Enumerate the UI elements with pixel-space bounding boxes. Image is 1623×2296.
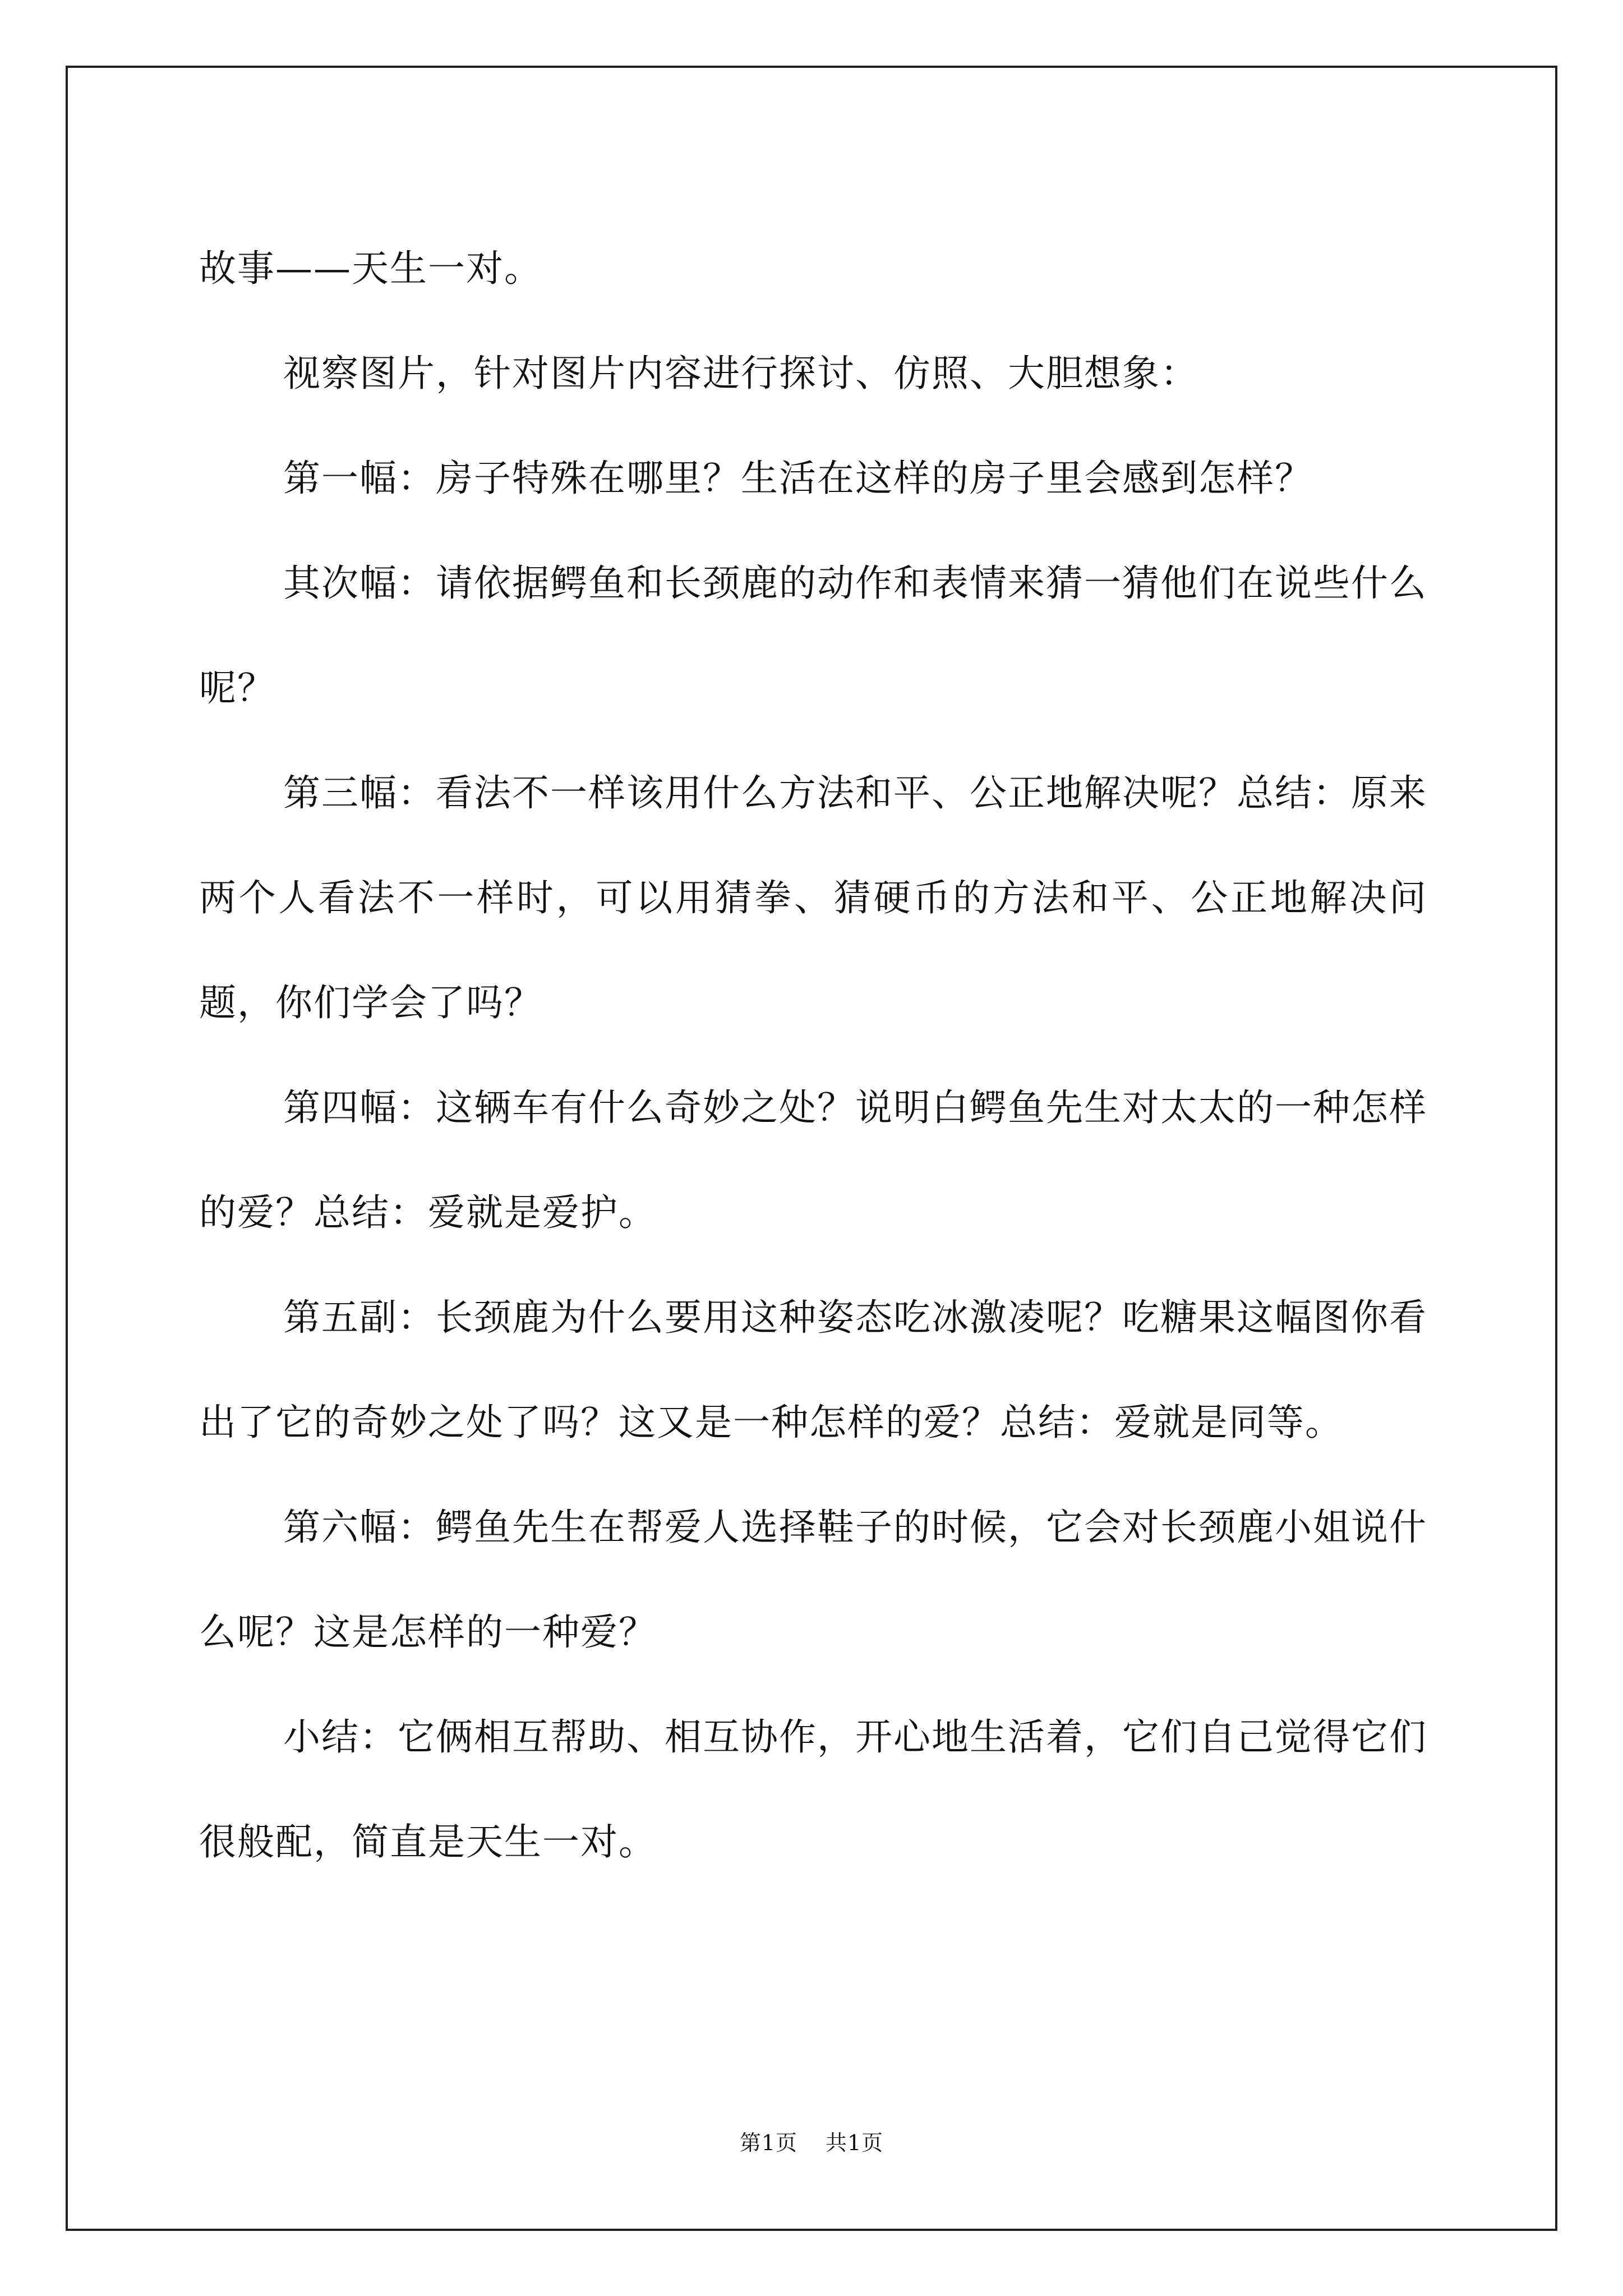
paragraph-4: 其次幅：请依据鳄鱼和长颈鹿的动作和表情来猜一猜他们在说些什么呢？ [199, 562, 1427, 710]
paragraph-6: 第四幅：这辆车有什么奇妙之处？说明白鳄鱼先生对太太的一种怎样的爱？总结：爱就是爱护。 [199, 1086, 1427, 1234]
page-footer [0, 2129, 1623, 2157]
paragraph-3: 第一幅：房子特殊在哪里？生活在这样的房子里会感到怎样？ [283, 457, 1313, 500]
paragraph-2: 视察图片，针对图片内容进行探讨、仿照、大胆想象： [283, 352, 1198, 395]
paragraph-9: 小结：它俩相互帮助、相互协作，开心地生活着，它们自己觉得它们很般配，简直是天生一对。 [199, 1715, 1427, 1864]
paragraph-7: 第五副：长颈鹿为什么要用这种姿态吃冰激凌呢？吃糖果这幅图你看出了它的奇妙之处了吗？这又是一种怎样的爱？总结：爱就是同等。 [199, 1296, 1427, 1444]
paragraph-1: 故事——天生一对。 [199, 247, 542, 290]
page-number: 第1页 [739, 2131, 797, 2155]
paragraph-5: 第三幅：看法不一样该用什么方法和平、公正地解决呢？总结：原来两个人看法不一样时，可以用猜拳、猜硬币的方法和平、公正地解决问题，你们学会了吗？ [199, 771, 1427, 1024]
paragraph-8: 第六幅：鳄鱼先生在帮爱人选择鞋子的时候，它会对长颈鹿小姐说什么呢？这是怎样的一种爱？ [199, 1506, 1427, 1654]
document-body [199, 216, 1427, 1894]
page-total: 共1页 [826, 2131, 884, 2155]
